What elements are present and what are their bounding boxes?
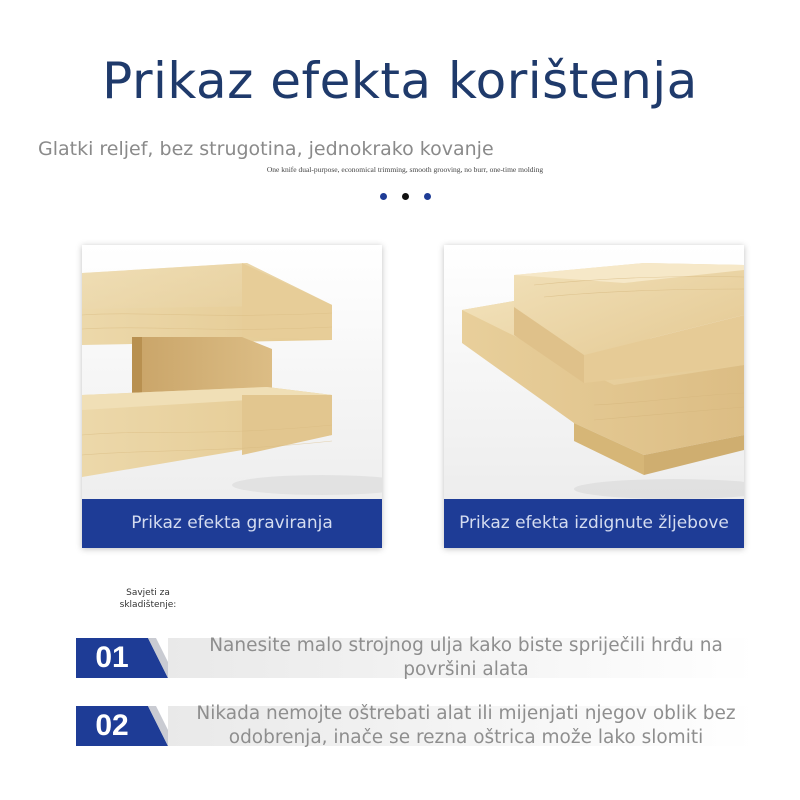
tip-number-badge [76, 638, 168, 678]
wood-raised-step-image [444, 245, 744, 499]
card-caption: Prikaz efekta graviranja [82, 499, 382, 548]
carousel-dots [380, 193, 431, 200]
tip-number: 02 [95, 709, 129, 742]
effect-card-raised-groove [444, 245, 744, 548]
tip-number-badge [76, 706, 168, 746]
page-title: Prikaz efekta korištenja [102, 52, 698, 110]
english-subtext: One knife dual-purpose, economical trimming, smooth grooving, no burr, one-time molding [266, 165, 544, 174]
dot-3[interactable] [424, 193, 431, 200]
wood-rabbet-groove-image [82, 245, 382, 499]
dot-1[interactable] [380, 193, 387, 200]
tip-item-01 [76, 636, 756, 680]
tip-number: 01 [95, 641, 129, 674]
dot-2-active[interactable] [402, 193, 409, 200]
tip-text: Nikada nemojte oštrebati alat ili mijenjati njegov oblik bez odobrenja, inače se rezna oštrica može lako slomiti [196, 702, 736, 748]
tip-text: Nanesite malo strojnog ulja kako biste spriječili hrđu na površini alata [209, 634, 723, 680]
tip-item-02 [76, 704, 756, 748]
effect-card-engraving [82, 245, 382, 548]
page-subtitle: Glatki reljef, bez strugotina, jednokrako kovanje [38, 138, 494, 160]
card-caption: Prikaz efekta izdignute žljebove [444, 499, 744, 548]
tips-heading: Savjeti za skladištenje: [119, 588, 177, 610]
